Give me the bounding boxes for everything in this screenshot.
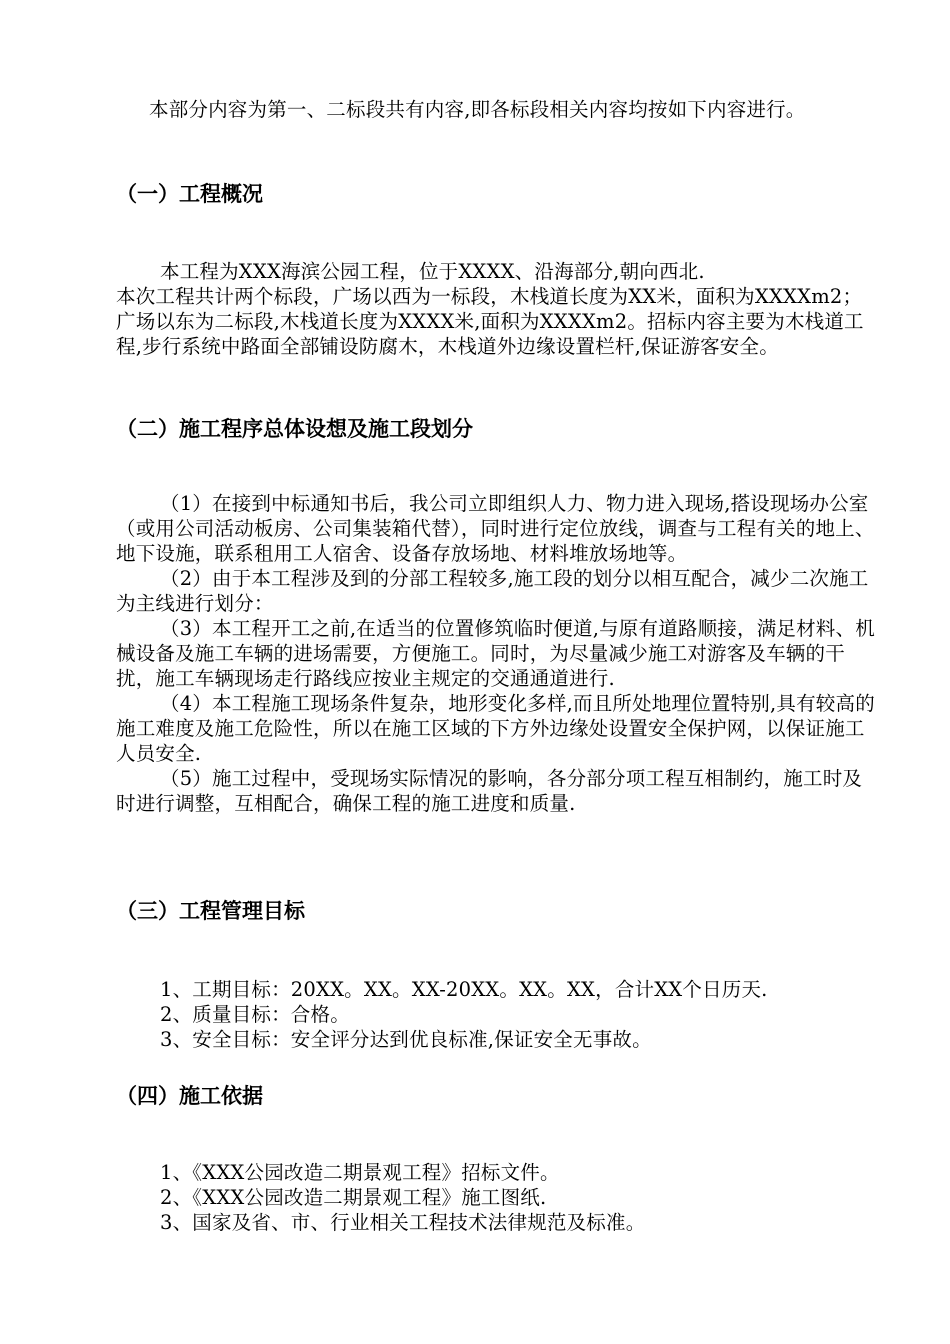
section-basis-list (116, 1160, 876, 1235)
intro-paragraph: 本部分内容为第一、二标段共有内容,即各标段相关内容均按如下内容进行。 (149, 98, 806, 121)
list-item: 2、《XXX公园改造二期景观工程》施工图纸. (160, 1186, 547, 1209)
paragraph: （1）在接到中标通知书后，我公司立即组织人力、物力进入现场,搭设现场办公室（或用公司活动板房、公司集装箱代替），同时进行定位放线，调查与工程有关的地上、地下设施，联系租用工人宿舍、设备存放场地、材料堆放场地等。 (116, 492, 875, 565)
list-item: 3、国家及省、市、行业相关工程技术法律规范及标准。 (160, 1211, 646, 1234)
section-goals-list (116, 977, 876, 1052)
paragraph: （5）施工过程中，受现场实际情况的影响，各分部分项工程互相制约，施工时及时进行调整，互相配合，确保工程的施工进度和质量. (116, 767, 863, 815)
section-overview-body (116, 259, 876, 359)
paragraph: （3）本工程开工之前,在适当的位置修筑临时便道,与原有道路顺接，满足材料、机械设备及施工车辆的进场需要，方便施工。同时，为尽量减少施工对游客及车辆的干扰，施工车辆现场走行路线应按业主规定的交通通道进行. (116, 617, 875, 690)
paragraph: （2）由于本工程涉及到的分部工程较多,施工段的划分以相互配合，减少二次施工为主线进行划分： (116, 567, 869, 615)
paragraph: （4）本工程施工现场条件复杂，地形变化多样,而且所处地理位置特别,具有较高的施工难度及施工危险性，所以在施工区域的下方外边缘处设置安全保护网，以保证施工人员安全. (116, 692, 875, 765)
section-title-basis: （四）施工依据 (116, 1084, 263, 1108)
list-item: 2、质量目标：合格。 (160, 1003, 350, 1026)
paragraph: 本次工程共计两个标段，广场以西为一标段，木栈道长度为XX米，面积为XXXXm2；广场以东为二标段,木栈道长度为XXXX米,面积为XXXXm2。招标内容主要为木栈道工程,步行系统中路面全部铺设防腐木，木栈道外边缘设置栏杆,保证游客安全。 (116, 285, 864, 358)
list-item: 1、《XXX公园改造二期景观工程》招标文件。 (160, 1161, 560, 1184)
intro-block (116, 97, 876, 122)
list-item: 3、安全目标：安全评分达到优良标准,保证安全无事故。 (160, 1028, 652, 1051)
section-title-goals: （三）工程管理目标 (116, 899, 305, 923)
section-title-overview: （一）工程概况 (116, 182, 263, 206)
section-title-procedure: （二）施工程序总体设想及施工段划分 (116, 417, 473, 441)
section-procedure-body (116, 491, 876, 816)
paragraph: 本工程为XXX海滨公园工程，位于XXXX、沿海部分,朝向西北. (160, 260, 705, 283)
list-item: 1、工期目标：20XX。XX。XX-20XX。XX。XX，合计XX个日历天. (160, 978, 768, 1001)
